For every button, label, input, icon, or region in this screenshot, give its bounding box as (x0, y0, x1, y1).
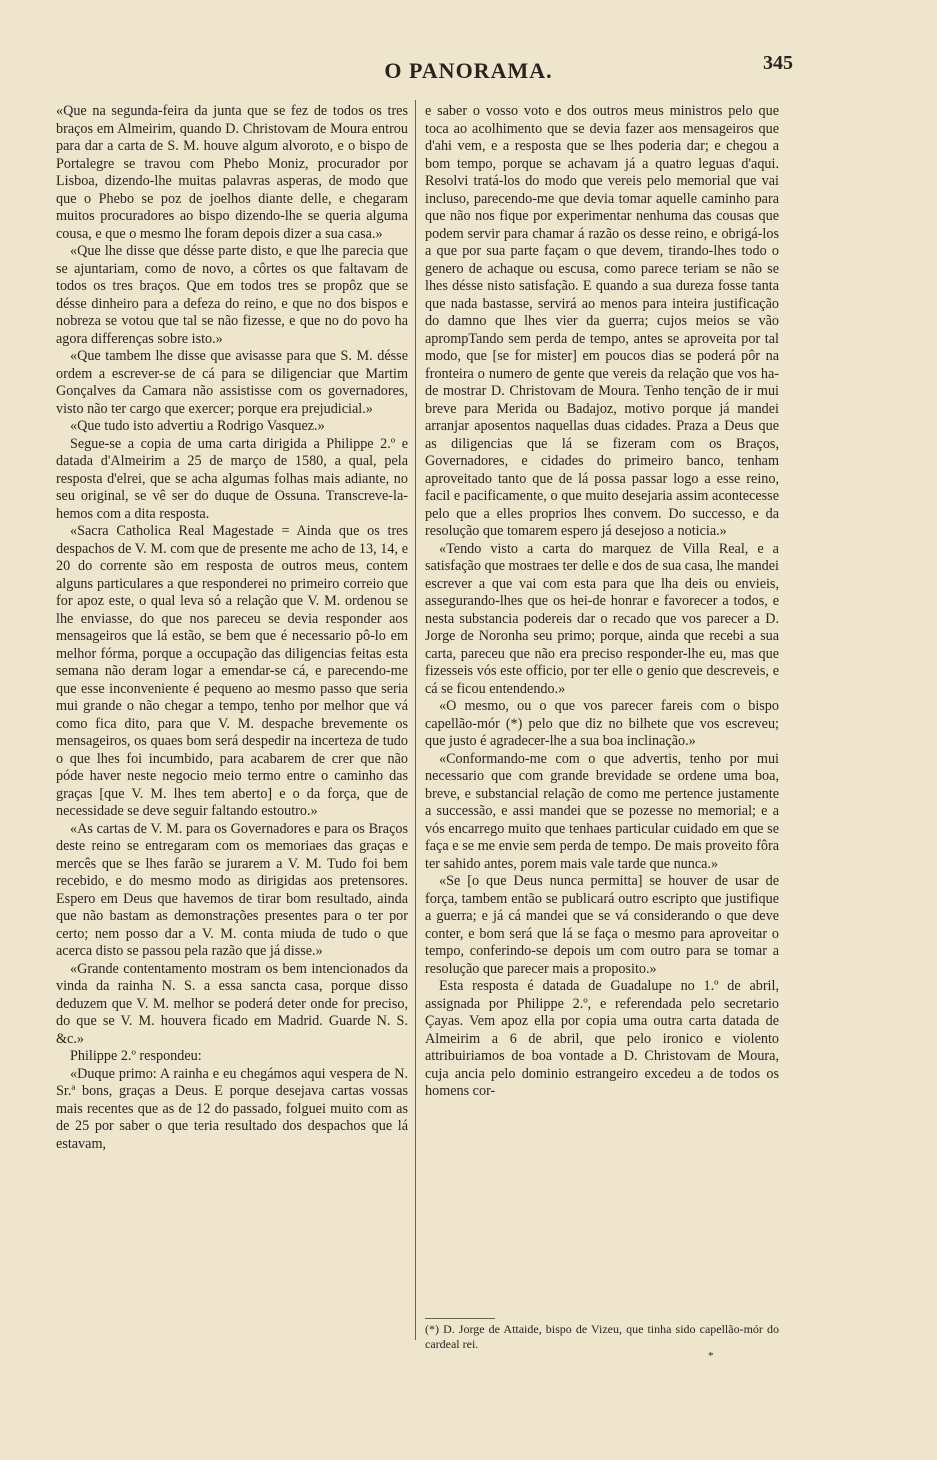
bottom-mark: * (708, 1350, 714, 1362)
paragraph: «Tendo visto a carta do marquez de Villa Real, e a satisfação que mostraes ter delle e dos de sua casa, lhe mandei escrever a que vai com esta para que lha deis ou envieis, assegurando-lhes que os hei-de honrar e favorecer a todos, e nesta substancia podereis dar o recado que vos parecer a D. Jorge de Noronha seu primo; porque, ainda que recebi a sua carta, pareceu que não era preciso responder-lhe eu, mas que fizesseis vós este officio, por ter elle o genio que descreveis, e cá se ficou entendendo.» (425, 540, 779, 697)
paragraph: «Sacra Catholica Real Magestade = Ainda que os tres despachos de V. M. com que de presente me acho de 13, 14, e 20 do corrente são em resposta de outros meus, contem alguns particulares a que responderei no primeiro correio que for apoz este, o qual leva só a relação que V. M. ordenou se lhe enviasse, do que nos pareceu se devia responder aos mensageiros que lá estão, se bem que é necessario pô-lo em melhor fórma, porque a occupação das diligencias feitas esta semana não deram logar a emendar-se cá, e parecendo-me que esse inconveniente é pequeno ao mesmo passo que seria mui grande o não chegar a tempo, tenho por melhor que vá como fica dito, para que V. M. despache brevemente os mensageiros, os quaes bom será despedir na incerteza de tudo o que lhes foi incumbido, para acabarem de crer que não póde haver neste negocio meio termo entre o caminho das graças [que V. M. lhes tem aberto] e o da força, que de necessidade se deve seguir faltando estoutro.» (56, 523, 408, 819)
paragraph: «Conformando-me com o que advertis, tenho por mui necessario que com grande brevidade se ordene uma boa, breve, e substancial relação de como me pertence justamente a successão, e assi mandei que se pozesse no memorial; e a vós encarrego muito que tenhaes particular cuidado em que se faça e se me envie sem perda de tempo. De mais proveito fôra ter sahido antes, porem mais vale tarde que nunca.» (425, 750, 779, 872)
page-header (0, 52, 937, 86)
paragraph: Philippe 2.º respondeu: (70, 1048, 202, 1064)
paragraph: «Que na segunda-feira da junta que se fez de todos os tres braços em Almeirim, quando D. Christovam de Moura entrou para dar a carta de S. M. houve algum alvoroto, e o bispo de Portalegre se travou com Phebo Moniz, procurador por Lisboa, dizendo-lhe muitas palavras asperas, de modo que que o Phebo se poz de joelhos diante delle, e chegaram muitos procuradores ao bispo dizendo-lhe se queria alguma cousa, e que o mesmo lhe foram depois dizer a sua casa.» (56, 103, 408, 242)
left-column (56, 103, 408, 1153)
masthead-title: O PANORAMA. (384, 58, 553, 83)
paragraph: «Duque primo: A rainha e eu chegámos aqui vespera de N. Sr.ª bons, graças a Deus. E porque desejava cartas vossas mais recentes que as de 12 do passado, folguei muito com as de 25 por saber o que teria resultado dos despachos que lá estavam, (56, 1065, 408, 1152)
right-column (425, 103, 779, 1101)
paragraph: «Que tudo isto advertiu a Rodrigo Vasquez.» (70, 418, 325, 434)
paragraph: «As cartas de V. M. para os Governadores e para os Braços deste reino se entregaram com os memoriaes das graças e mercês que se lhes farão se jurarem a V. M. Tudo foi bem recebido, e do mesmo modo as dirigidas aos pretensores. Espero em Deus que havemos de tirar bom resultado, ainda que não bastam as demonstrações presentes para o ter por certo; nem posso dar a V. M. conta miuda de tudo o que acerca disto se passou pela razão que já disse.» (56, 820, 408, 959)
paragraph: «Que tambem lhe disse que avisasse para que S. M. désse ordem a escrever-se de cá para se diligenciar que Martim Gonçalves da Camara não assistisse com os governadores, visto não ter cargo que exercer; porque era prejudicial.» (56, 348, 408, 417)
footnote-rule (425, 1318, 495, 1319)
paragraph: Esta resposta é datada de Guadalupe no 1.º de abril, assignada por Philippe 2.º, e referendada pelo secretario Çayas. Vem apoz ella por copia uma outra carta datada de Almeirim a 6 de abril, que pelo ironico e violento attribuiriamos de boa vontade a D. Christovam de Moura, cuja ancia pelo dominio estrangeiro excedeu a de todos os homens cor- (425, 978, 779, 1099)
paragraph: «O mesmo, ou o que vos parecer fareis com o bispo capellão-mór (*) pelo que diz no bilhete que vos escreveu; que justo é agradecer-lhe a sua boa inclinação.» (425, 698, 779, 749)
paragraph: Segue-se a copia de uma carta dirigida a Philippe 2.º e datada d'Almeirim a 25 de março de 1580, a qual, pela resposta d'elrei, que se acha algumas folhas mais adiante, no seu original, se vê ser do duque de Ossuna. Transcreve-la-hemos com a dita resposta. (56, 435, 408, 522)
paragraph: «Que lhe disse que désse parte disto, e que lhe parecia que se ajuntariam, como de novo, a côrtes os que faltavam de todos os tres braços. Que em todos tres se propôz que se désse dinheiro para a defeza do reino, e que no dos bispos e nobreza se votou que tal se não fizesse, e que no do povo ha agora differenças sobre isto.» (56, 243, 408, 347)
page-number: 345 (763, 52, 793, 74)
paragraph: e saber o vosso voto e dos outros meus ministros pelo que toca ao acolhimento que se devia fazer aos mensageiros que d'ahi vem, e a resposta que se lhes poderia dar; e chegou a bom tempo, porque se achavam já a quatro leguas d'aqui. Resolvi tratá-los do modo que vereis pelo memorial que vai incluso, parecendo-me que devia tomar aquelle caminho para que não nos fique por experimentar nenhuma das cousas que podem servir para chamar á razão os desse reino, e obrigá-los a que por sua parte façam o que devem, tirando-lhes todo o genero de achaque ou escusa, como parece teriam se não se lhes désse nisto satisfação. E quando a sua dureza fosse tanta que nada bastasse, servirá ao menos para inteira justificação do damno que lhes vier da guerra; cujos meios se vão aprompTando sem perda de tempo, antes se aproveita por tal modo, que [se for mister] em poucos dias se poderá pôr na fronteira o numero de gente que vereis da relação que vos ha-de mostrar D. Christovam de Moura. Tenho tenção de ir mui breve para Merida ou Badajoz, motivo porque já mandei arranjar aposentos naquellas duas cidades. Praza a Deus que as diligencias que lá se fizeram com os Braços, Governadores, e cidades do primeiro banco, tenham aproveitado tanto que de lá possa passar logo a esse reino, facil e pacificamente, o que muito desejaria assim acontecesse pelo que a elles proprios lhes convem. Do successo, e da resolução que tomarem espero já desejoso a noticia.» (425, 103, 779, 539)
paragraph: «Grande contentamento mostram os bem intencionados da vinda da rainha N. S. a essa sancta casa, porque disso deduzem que V. M. melhor se poderá deter onde for preciso, do que se V. M. houvera ficado em Madrid. Guarde N. S. &c.» (56, 960, 408, 1047)
footnote: (*) D. Jorge de Attaide, bispo de Vizeu, que tinha sido capellão-mór do cardeal rei. (425, 1322, 779, 1351)
column-divider (415, 100, 416, 1340)
paragraph: «Se [o que Deus nunca permitta] se houver de usar de força, tambem então se publicará outro escripto que justifique a guerra; e já cá mandei que se vá considerando o que deve conter, e bom será que lá se faça o mesmo para aproveitar o tempo, conferindo-se depois um com outro para se tomar a resolução que parecer mais a proposito.» (425, 873, 779, 977)
